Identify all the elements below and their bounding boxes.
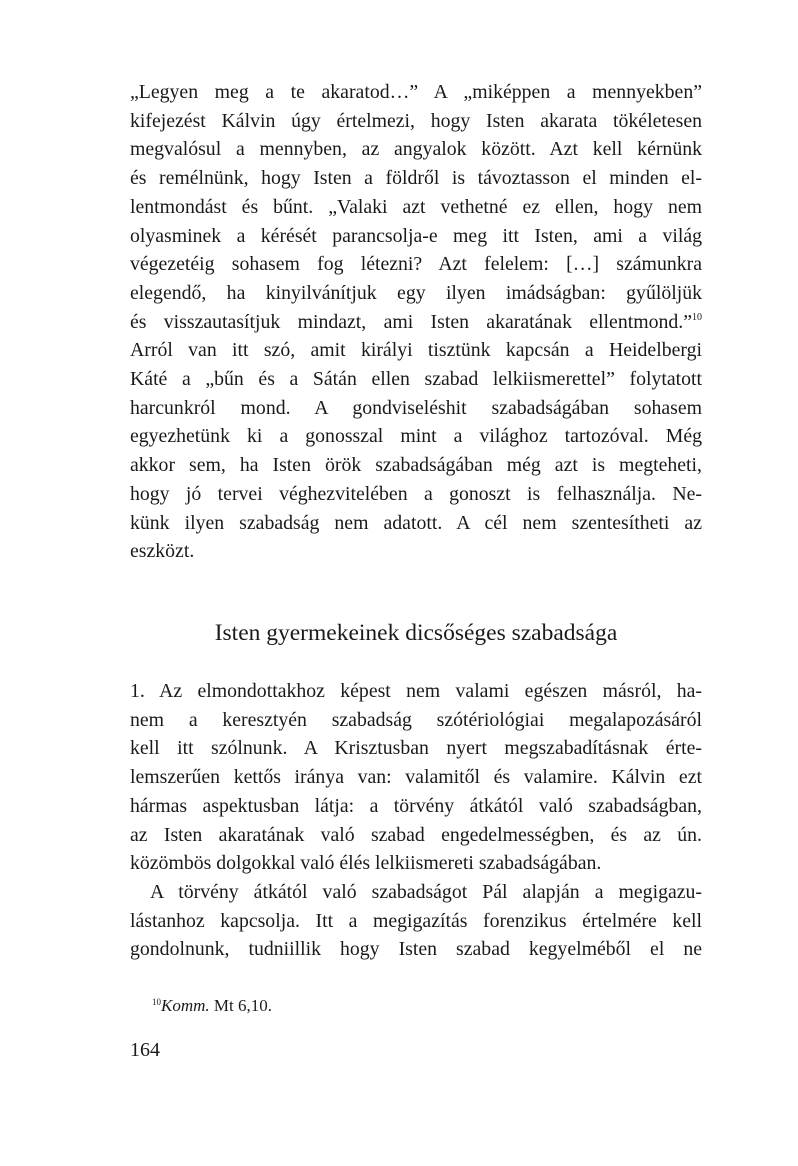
text-line: egyezhetünk ki a gonosszal mint a világhoz tartozóval. Még xyxy=(130,425,702,448)
text-line: künk ilyen szabadság nem adatott. A cél nem szentesítheti az xyxy=(130,511,702,534)
text-line: nem a keresztyén szabadság szótériológiai megalapozásáról xyxy=(130,708,702,731)
text-line: hármas aspektusban látja: a törvény átkától való szabadságban, xyxy=(130,794,702,817)
text-line: lemszerűen kettős iránya van: valamitől és valamire. Kálvin ezt xyxy=(130,766,702,789)
text-line: Káté a „bűn és a Sátán ellen szabad lelkiismerettel” folytatott xyxy=(130,368,702,391)
text-line: elegendő, ha kinyilvánítjuk egy ilyen imádságban: gyűlöljük xyxy=(130,281,702,304)
text-line xyxy=(130,308,702,337)
text-line: kifejezést Kálvin úgy értelmezi, hogy Isten akarata tökéletesen xyxy=(130,109,702,132)
text-line: 1. Az elmondottakhoz képest nem valami egészen másról, ha- xyxy=(130,680,702,702)
text-line: megvalósul a mennyben, az angyalok között. Azt kell kérnünk xyxy=(130,138,702,161)
text-line: akkor sem, ha Isten örök szabadságában még azt is megteheti, xyxy=(130,454,702,477)
main-paragraph xyxy=(130,78,702,566)
page-number: 164 xyxy=(130,1039,160,1061)
footnote-source: Komm. xyxy=(161,996,210,1015)
footnote xyxy=(152,994,272,1018)
text-line: „Legyen meg a te akaratod…” A „miképpen a mennyekben” xyxy=(130,81,702,103)
footnote-marker[interactable]: 10 xyxy=(692,311,702,323)
section-body xyxy=(130,677,702,964)
footnote-number: 10 xyxy=(152,997,161,1007)
text-line: lástanhoz kapcsolja. Itt a megigazítás forenzikus értelmére kell xyxy=(130,909,702,932)
text-line: végezetéig sohasem fog létezni? Azt felelem: […] számunkra xyxy=(130,253,702,276)
section-heading: Isten gyermekeinek dicsőséges szabadsága xyxy=(214,620,618,646)
text-line: eszközt. xyxy=(130,540,195,563)
text-line: Arról van itt szó, amit királyi tisztünk kapcsán a Heidelbergi xyxy=(130,339,702,362)
text-line: harcunkról mond. A gondviseléshit szabadságában sohasem xyxy=(130,396,702,419)
text-line: hogy jó tervei véghezvitelében a gonoszt is felhasználja. Ne- xyxy=(130,482,702,505)
text-line: kell itt szólnunk. A Krisztusban nyert megszabadításnak érte- xyxy=(130,737,702,760)
text-line: A törvény átkától való szabadságot Pál alapján a megigazu- xyxy=(150,880,702,903)
text-line: olyasminek a kérését parancsolja-e meg itt Isten, ami a világ xyxy=(130,224,702,247)
text-line: közömbös dolgokkal való élés lelkiismereti szabadságában. xyxy=(130,852,602,875)
text-line: gondolnunk, tudniillik hogy Isten szabad kegyelméből el ne xyxy=(130,938,702,961)
text-line: az Isten akaratának való szabad engedelmességben, és az ún. xyxy=(130,823,702,846)
text-line: és remélnünk, hogy Isten a földről is távoztasson el minden el- xyxy=(130,167,702,190)
text-line-content: és visszautasítjuk mindazt, ami Isten akaratának ellentmond.” xyxy=(130,310,692,333)
footnote-reference: Mt 6,10. xyxy=(213,996,272,1015)
text-line: lentmondást és bűnt. „Valaki azt vethetné ez ellen, hogy nem xyxy=(130,195,702,218)
